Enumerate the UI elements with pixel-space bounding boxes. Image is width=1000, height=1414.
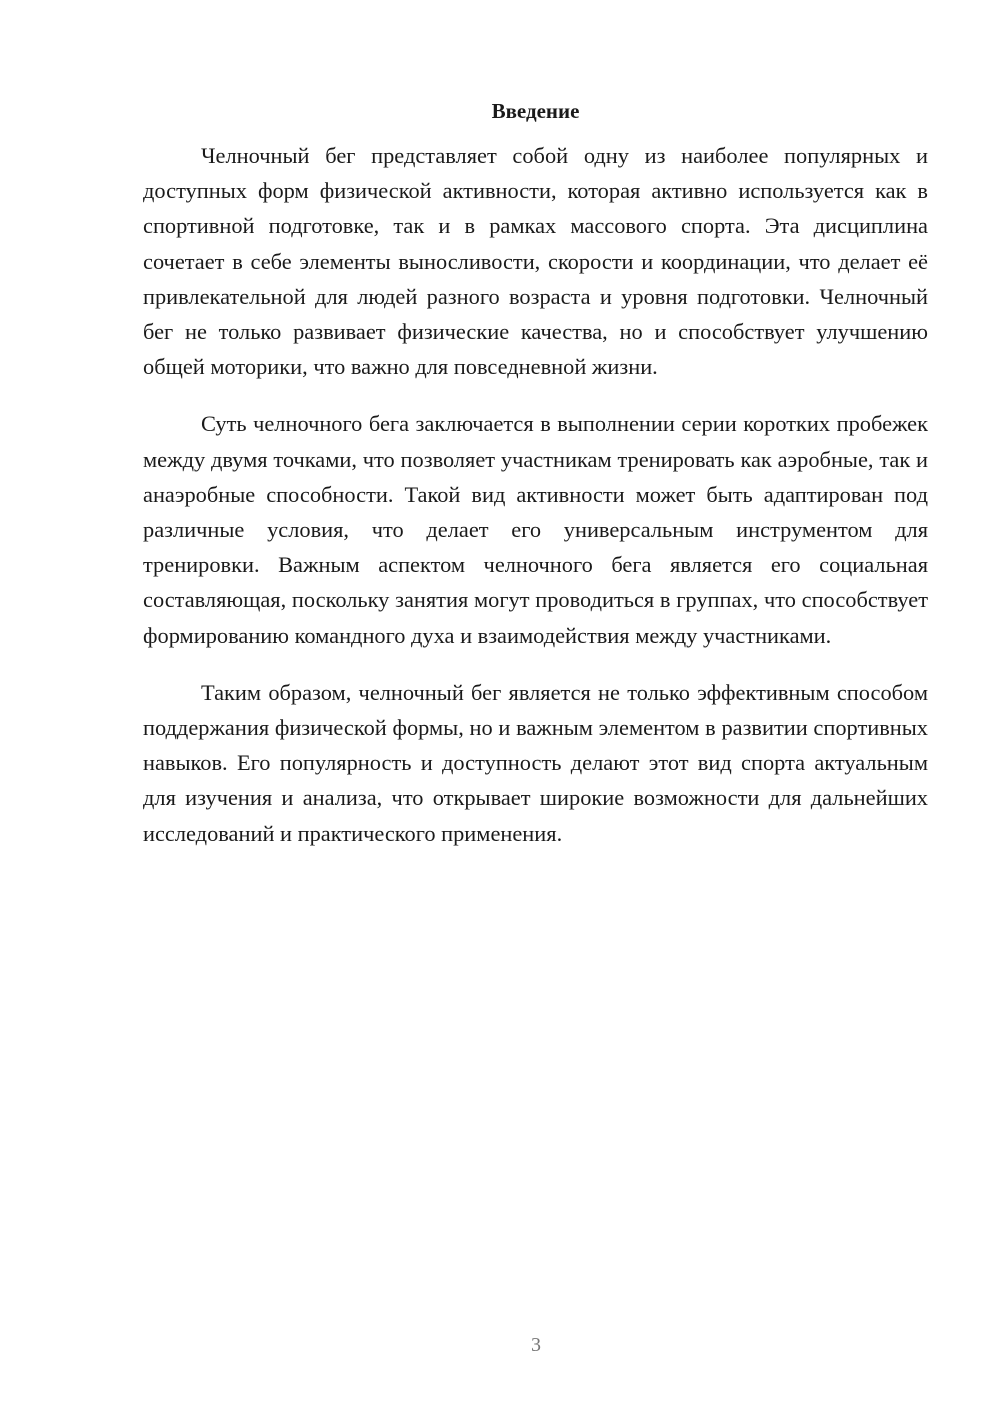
- paragraph-3: Таким образом, челночный бег является не только эффективным способом поддержания физической формы, но и важным элементом в развитии спортивных навыков. Его популярность и доступность делают этот вид спорта актуальным для изучения и анализа, что открывает широкие возможности для дальнейших исследований и практического применения.: [143, 679, 928, 846]
- page-content: [143, 96, 928, 873]
- paragraph-1: Челночный бег представляет собой одну из наиболее популярных и доступных форм физической активности, которая активно используется как в спортивной подготовке, так и в рамках массового спорта. Эта дисциплина сочетает в себе элементы выносливости, скорости и координации, что делает её привлекательной для людей разного возраста и уровня подготовки. Челночный бег не только развивает физические качества, но и способствует улучшению общей моторики, что важно для повседневной жизни.: [143, 143, 928, 380]
- paragraph-2: Суть челночного бега заключается в выполнении серии коротких пробежек между двумя точками, что позволяет участникам тренировать как аэробные, так и анаэробные способности. Такой вид активности может быть адаптирован под различные условия, что делает его универсальным инструментом для тренировки. Важным аспектом челночного бега является его социальная составляющая, поскольку занятия могут проводиться в группах, что способствует формированию командного духа и взаимодействия между участниками.: [143, 411, 928, 648]
- section-heading: Введение: [491, 99, 580, 123]
- page-number: 3: [531, 1334, 541, 1356]
